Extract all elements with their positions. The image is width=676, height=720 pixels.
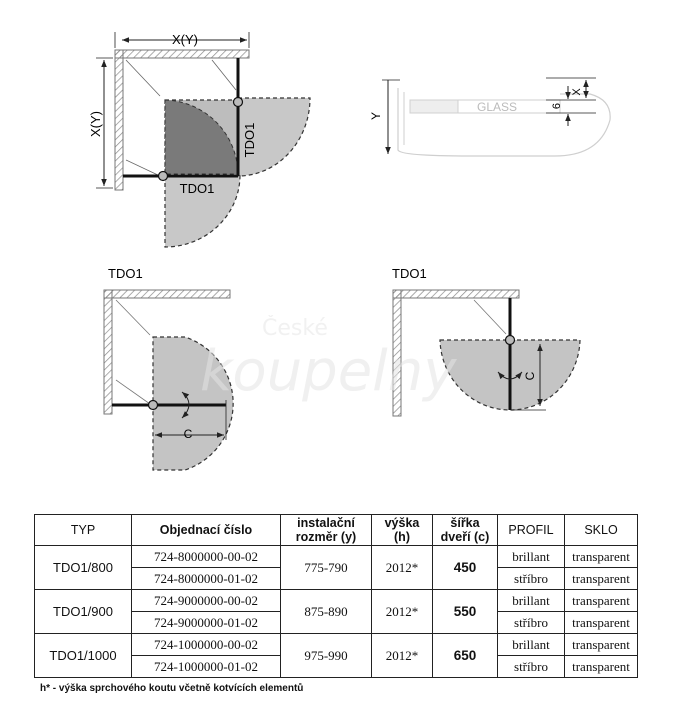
cell-install: 775-790 [281, 546, 372, 590]
cell-order: 724-1000000-01-02 [132, 656, 281, 678]
header-width: šířka dveří (c) [433, 515, 498, 546]
glass-label: GLASS [476, 100, 518, 114]
hinge [149, 401, 158, 410]
cell-height: 2012* [372, 590, 433, 634]
table-row [35, 634, 638, 656]
cell-width: 450 [433, 546, 498, 590]
dim-label-y: Y [369, 111, 383, 121]
wall-left [115, 50, 123, 190]
table-row [35, 590, 638, 612]
dim-label-6: 6 [551, 102, 563, 110]
cell-profil: stříbro [498, 568, 565, 590]
dim-label-c: C [523, 371, 537, 381]
cell-profil: stříbro [498, 612, 565, 634]
dim-label-xy-top: X(Y) [172, 32, 198, 47]
footnote: h* - výška sprchového koutu včetně kotvících elementů [40, 683, 304, 694]
cell-sklo: transparent [565, 568, 638, 590]
dim-label-c: C [183, 427, 193, 441]
corner-plan [88, 32, 310, 247]
cell-height: 2012* [372, 546, 433, 590]
header-sklo: SKLO [565, 515, 638, 546]
header-height: výška (h) [372, 515, 433, 546]
door-label-vertical: TDO1 [242, 122, 257, 158]
cell-install: 875-890 [281, 590, 372, 634]
door-label-horizontal: TDO1 [179, 181, 215, 196]
dim-label-xy-left: X(Y) [88, 111, 103, 137]
cell-install: 975-990 [281, 634, 372, 678]
cell-typ: TDO1/900 [35, 590, 132, 634]
table-row [35, 546, 638, 568]
spec-table [34, 514, 638, 678]
cell-sklo: transparent [565, 546, 638, 568]
table-header-row [35, 515, 638, 546]
watermark-line2: koupelny [200, 339, 457, 404]
cell-profil: brillant [498, 590, 565, 612]
cell-order: 724-8000000-00-02 [132, 546, 281, 568]
cell-order: 724-9000000-00-02 [132, 590, 281, 612]
cell-profil: stříbro [498, 656, 565, 678]
cell-order: 724-8000000-01-02 [132, 568, 281, 590]
hinge-top [234, 98, 243, 107]
cell-typ: TDO1/1000 [35, 634, 132, 678]
wall-left [104, 290, 112, 414]
hinge [506, 336, 515, 345]
cell-height: 2012* [372, 634, 433, 678]
watermark [200, 315, 457, 404]
cell-order: 724-9000000-01-02 [132, 612, 281, 634]
title-bottom-right: TDO1 [392, 266, 427, 281]
header-profil: PROFIL [498, 515, 565, 546]
cell-profil: brillant [498, 546, 565, 568]
cell-sklo: transparent [565, 612, 638, 634]
cell-typ: TDO1/800 [35, 546, 132, 590]
cell-width: 550 [433, 590, 498, 634]
dim-label-x: X [571, 88, 583, 96]
watermark-line1: České [262, 316, 328, 341]
hinge-bottom [159, 172, 168, 181]
wall-top [115, 50, 249, 58]
title-bottom-left: TDO1 [108, 266, 143, 281]
cell-width: 650 [433, 634, 498, 678]
header-typ: TYP [35, 515, 132, 546]
wall-top [104, 290, 230, 298]
cell-profil: brillant [498, 634, 565, 656]
header-install: instalační rozměr (y) [281, 515, 372, 546]
cell-order: 724-1000000-00-02 [132, 634, 281, 656]
profile-detail [369, 78, 610, 156]
header-order: Objednací číslo [132, 515, 281, 546]
cell-sklo: transparent [565, 590, 638, 612]
wall-top [393, 290, 519, 298]
cell-sklo: transparent [565, 656, 638, 678]
cell-sklo: transparent [565, 634, 638, 656]
